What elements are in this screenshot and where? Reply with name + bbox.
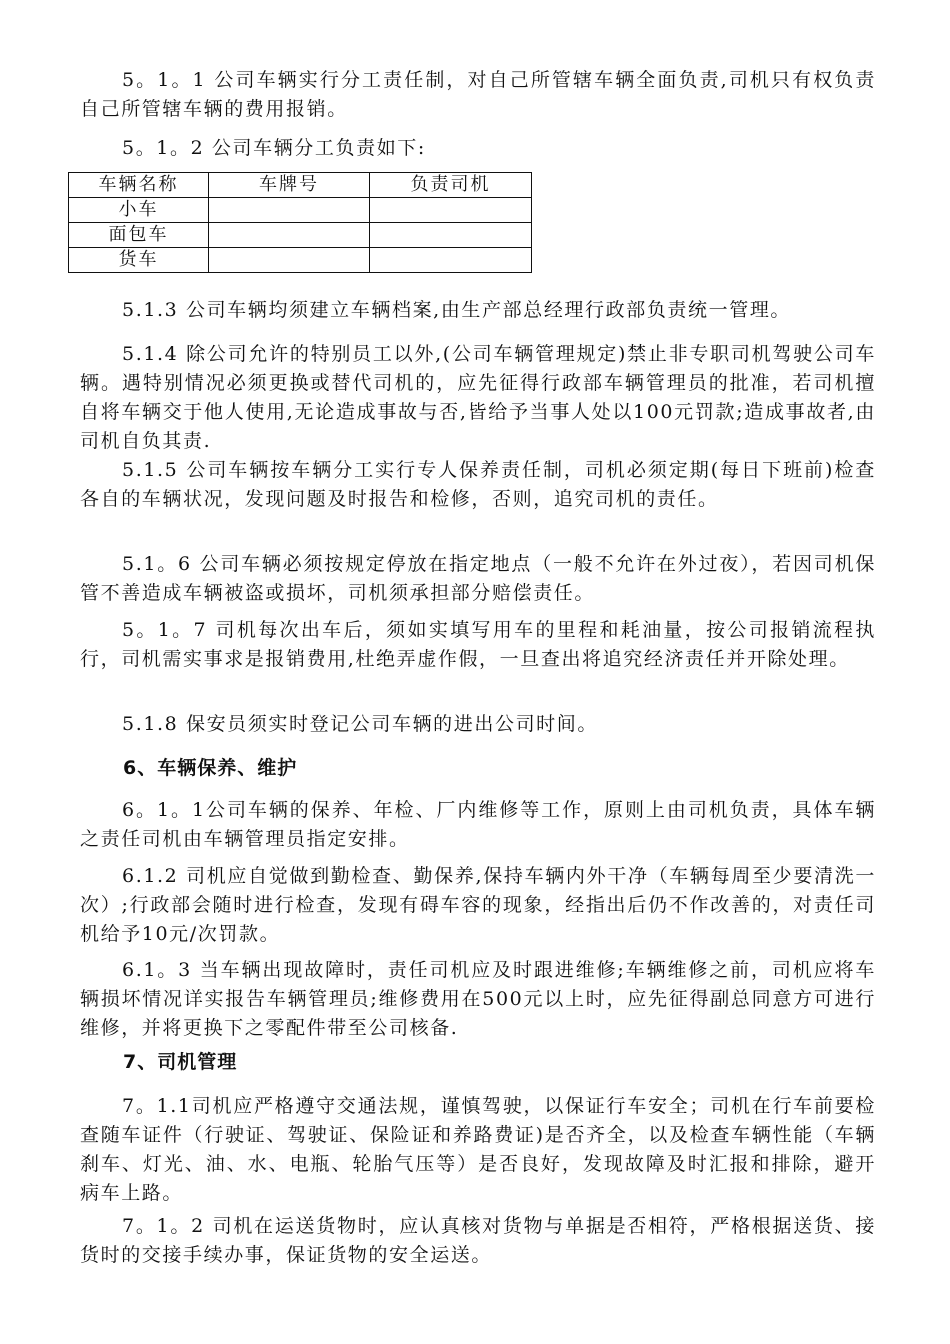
driver-cell [370,198,532,223]
paragraph-5-1-8: 5.1.8 保安员须实时登记公司车辆的进出公司时间。 [122,713,598,735]
section-heading-6: 6、车辆保养、维护 [123,757,298,779]
table-row [69,198,532,223]
paragraph-5-1-1: 5。1。1 公司车辆实行分工责任制，对自己所管辖车辆全面负责,司机只有权负责自己所管辖车辆的费用报销。 [80,69,876,120]
vehicle-name-cell: 货车 [69,248,209,273]
paragraph-5-1-3: 5.1.3 公司车辆均须建立车辆档案,由生产部总经理行政部负责统一管理。 [122,299,792,321]
plate-number-cell [209,223,370,248]
section-heading-7: 7、司机管理 [123,1051,238,1073]
driver-cell [370,223,532,248]
header-responsible-driver: 负责司机 [370,173,532,198]
paragraph-5-1-7: 5。1。7 司机每次出车后，须如实填写用车的里程和耗油量，按公司报销流程执行，司机需实事求是报销费用,杜绝弄虚作假，一旦查出将追究经济责任并开除处理。 [80,619,876,670]
paragraph-6-1-2: 6.1.2 司机应自觉做到勤检查、勤保养,保持车辆内外干净（车辆每周至少要清洗一次）;行政部会随时进行检查，发现有碍车容的现象，经指出后仍不作改善的，对责任司机给予10元/次罚款。 [80,865,876,945]
header-vehicle-name: 车辆名称 [69,173,209,198]
paragraph-5-1-4: 5.1.4 除公司允许的特别员工以外,(公司车辆管理规定)禁止非专职司机驾驶公司车辆。遇特别情况必须更换或替代司机的，应先征得行政部车辆管理员的批准，若司机擅自将车辆交于他人使用,无论造成事故与否,皆给予当事人处以100元罚款;造成事故者,由司机自负其责. [80,343,876,452]
header-plate-number: 车牌号 [209,173,370,198]
paragraph-7-1-1: 7。1.1司机应严格遵守交通法规，谨慎驾驶，以保证行车安全；司机在行车前要检查随车证件（行驶证、驾驶证、保险证和养路费证)是否齐全，以及检查车辆性能（车辆刹车、灯光、油、水、电瓶、轮胎气压等）是否良好，发现故障及时汇报和排除，避开病车上路。 [80,1095,876,1204]
vehicle-name-cell: 小车 [69,198,209,223]
paragraph-5-1-5: 5.1.5 公司车辆按车辆分工实行专人保养责任制，司机必须定期(每日下班前)检查各自的车辆状况，发现问题及时报告和检修，否则，追究司机的责任。 [80,459,876,510]
plate-number-cell [209,198,370,223]
paragraph-6-1-1: 6。1。1公司车辆的保养、年检、厂内维修等工作，原则上由司机负责，具体车辆之责任司机由车辆管理员指定安排。 [80,799,876,850]
vehicle-name-cell: 面包车 [69,223,209,248]
table-row [69,223,532,248]
driver-cell [370,248,532,273]
plate-number-cell [209,248,370,273]
table-header-row [69,173,532,198]
paragraph-6-1-3: 6.1。3 当车辆出现故障时，责任司机应及时跟进维修;车辆维修之前，司机应将车辆损坏情况详实报告车辆管理员;维修费用在500元以上时，应先征得副总同意方可进行维修，并将更换下之零配件带至公司核备. [80,959,876,1039]
table-row [69,248,532,273]
paragraph-5-1-2: 5。1。2 公司车辆分工负责如下: [122,137,426,159]
paragraph-5-1-6: 5.1。6 公司车辆必须按规定停放在指定地点（一般不允许在外过夜），若因司机保管不善造成车辆被盗或损坏，司机须承担部分赔偿责任。 [80,553,876,604]
vehicle-assignment-table [68,172,532,273]
paragraph-7-1-2: 7。1。2 司机在运送货物时，应认真核对货物与单据是否相符，严格根据送货、接货时的交接手续办事，保证货物的安全运送。 [80,1215,876,1266]
